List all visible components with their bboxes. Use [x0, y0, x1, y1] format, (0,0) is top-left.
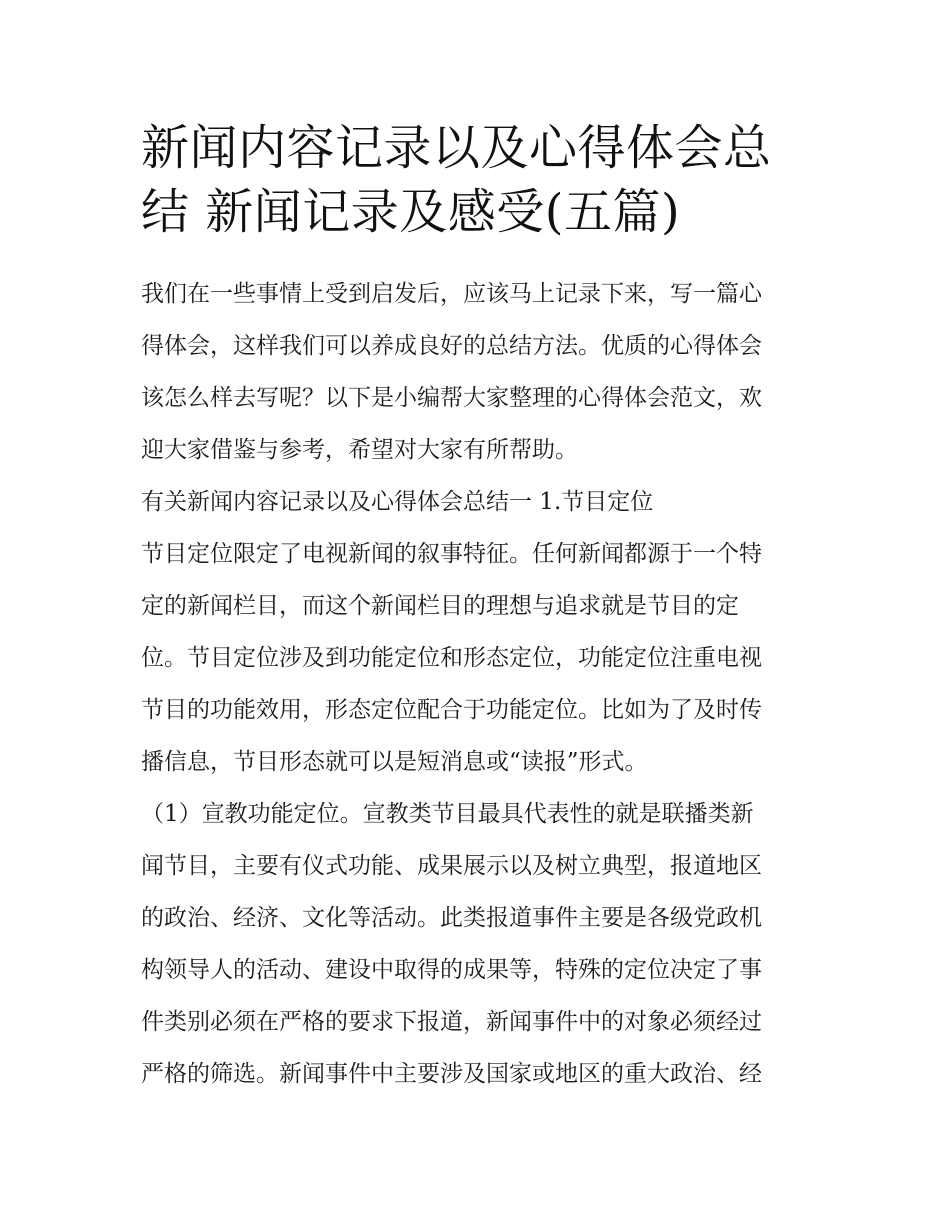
text-line: 件类别必须在严格的要求下报道，新闻事件中的对象必须经过: [141, 1009, 762, 1035]
text-line: 播信息，节目形态就可以是短消息或“读报”形式。: [141, 749, 648, 775]
text-line: 有关新闻内容记录以及心得体会总结一 1.节目定位: [141, 489, 654, 515]
document-body: [141, 268, 813, 1100]
title-line: 结 新闻记录及感受(五篇): [141, 184, 681, 240]
text-line: 的政治、经济、文化等活动。此类报道事件主要是各级党政机: [141, 905, 762, 931]
text-line: 定的新闻栏目，而这个新闻栏目的理想与追求就是节目的定: [141, 593, 739, 619]
text-line: 该怎么样去写呢？以下是小编帮大家整理的心得体会范文，欢: [141, 385, 762, 411]
text-line: 迎大家借鉴与参考，希望对大家有所帮助。: [141, 437, 578, 463]
section-heading: [141, 476, 813, 528]
program-positioning-paragraph: [141, 528, 813, 788]
text-line: 节目的功能效用，形态定位配合于功能定位。比如为了及时传: [141, 697, 762, 723]
intro-paragraph: [141, 268, 813, 476]
title-line: 新闻内容记录以及心得体会总: [141, 120, 772, 176]
text-line: 构领导人的活动、建设中取得的成果等，特殊的定位决定了事: [141, 957, 762, 983]
education-positioning-paragraph: [141, 788, 813, 1100]
text-line: 节目定位限定了电视新闻的叙事特征。任何新闻都源于一个特: [141, 541, 762, 567]
text-line: 位。节目定位涉及到功能定位和形态定位，功能定位注重电视: [141, 645, 762, 671]
text-line: 闻节目，主要有仪式功能、成果展示以及树立典型，报道地区: [141, 853, 762, 879]
text-line: 得体会，这样我们可以养成良好的总结方法。优质的心得体会: [141, 333, 762, 359]
text-line: 我们在一些事情上受到启发后，应该马上记录下来，写一篇心: [141, 281, 762, 307]
document-content: [141, 116, 813, 1100]
text-line: （1）宣教功能定位。宣教类节目最具代表性的就是联播类新: [141, 801, 754, 827]
text-line: 严格的筛选。新闻事件中主要涉及国家或地区的重大政治、经: [141, 1061, 762, 1087]
document-title: [141, 116, 813, 244]
